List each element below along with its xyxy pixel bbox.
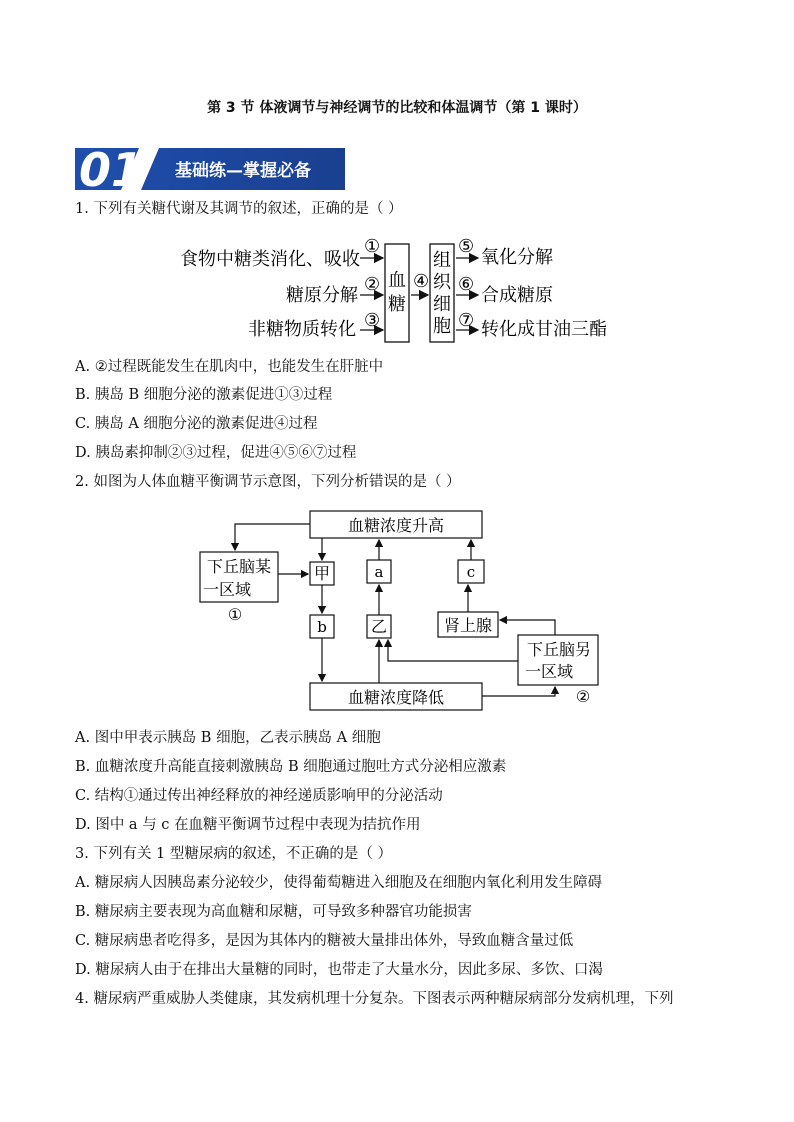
q1-source-2: 糖原分解: [286, 285, 358, 306]
q2-option-b: B. 血糖浓度升高能直接刺激胰岛 B 细胞通过胞吐方式分泌相应激素: [75, 759, 507, 775]
q1-option-c: C. 胰岛 A 细胞分泌的激素促进④过程: [75, 416, 318, 432]
q1-output-2: 合成糖原: [481, 285, 553, 306]
q2-c-label: c: [466, 563, 476, 581]
banner-number: 01: [79, 148, 144, 190]
q2-adrenal-label: 肾上腺: [443, 616, 493, 635]
q2-yi-label: 乙: [370, 617, 388, 636]
q1-stem: 1. 下列有关糖代谢及其调节的叙述，正确的是（ ）: [75, 201, 403, 217]
q1-option-b: B. 胰岛 B 细胞分泌的激素促进①③过程: [75, 387, 333, 403]
q1-mark-4: ④: [413, 271, 430, 292]
q1-mark-3: ③: [364, 310, 381, 331]
q2-option-a: A. 图中甲表示胰岛 B 细胞，乙表示胰岛 A 细胞: [75, 730, 381, 746]
section-banner: [75, 148, 345, 190]
svg-text:细: 细: [433, 294, 451, 315]
q2-hypo2-line2: 一区域: [524, 662, 574, 681]
page-title: 第 3 节 体液调节与神经调节的比较和体温调节（第 1 课时）: [207, 100, 587, 116]
q1-mark-1: ①: [364, 236, 381, 257]
q2-b-label: b: [317, 618, 327, 636]
q1-blood-char-2: 糖: [388, 294, 406, 315]
q3-option-b: B. 糖尿病主要表现为高血糖和尿糖，可导致多种器官功能损害: [75, 904, 472, 920]
q1-output-3: 转化成甘油三酯: [481, 319, 607, 340]
q2-hypo1-line2: 一区域: [202, 580, 252, 599]
q1-source-3: 非糖物质转化: [248, 319, 356, 340]
q2-jia-label: 甲: [313, 564, 331, 583]
q1-mark-7: ⑦: [458, 310, 475, 331]
q2-diagram: [195, 505, 605, 713]
q3-stem: 3. 下列有关 1 型糖尿病的叙述，不正确的是（ ）: [75, 846, 392, 862]
q2-top-box-label: 血糖浓度升高: [347, 516, 445, 535]
q2-hypo1-line1: 下丘脑某: [206, 557, 272, 576]
q1-blood-char-1: 血: [388, 270, 406, 291]
q3-option-a: A. 糖尿病人因胰岛素分泌较少，使得葡萄糖进入细胞及在细胞内氧化利用发生障碍: [75, 875, 603, 891]
q2-hypo2-line1: 下丘脑另: [526, 640, 592, 659]
q2-a-label: a: [374, 563, 384, 581]
q2-bottom-box-label: 血糖浓度降低: [347, 688, 445, 707]
svg-text:组: 组: [433, 250, 451, 271]
q1-option-d: D. 胰岛素抑制②③过程，促进④⑤⑥⑦过程: [75, 445, 357, 461]
q2-hypo1-mark: ①: [227, 605, 243, 624]
banner-label: 基础练—掌握必备: [175, 161, 311, 181]
q1-mark-5: ⑤: [458, 236, 475, 257]
q2-option-d: D. 图中 a 与 c 在血糖平衡调节过程中表现为拮抗作用: [75, 817, 421, 833]
q1-source-1: 食物中糖类消化、吸收: [180, 249, 360, 270]
q3-option-c: C. 糖尿病患者吃得多，是因为其体内的糖被大量排出体外，导致血糖含量过低: [75, 933, 574, 949]
svg-text:胞: 胞: [433, 316, 451, 337]
q1-blood-box: [385, 244, 409, 342]
q4-stem: 4. 糖尿病严重威胁人类健康，其发病机理十分复杂。下图表示两种糖尿病部分发病机理，下列: [75, 991, 674, 1007]
q2-option-c: C. 结构①通过传出神经释放的神经递质影响甲的分泌活动: [75, 788, 443, 804]
q1-mark-2: ②: [364, 274, 381, 295]
q1-option-a: A. ②过程既能发生在肌肉中，也能发生在肝脏中: [75, 359, 384, 375]
q2-stem: 2. 如图为人体血糖平衡调节示意图，下列分析错误的是（ ）: [75, 474, 461, 490]
q1-output-1: 氧化分解: [481, 247, 553, 268]
q3-option-d: D. 糖尿病人由于在排出大量糖的同时，也带走了大量水分，因此多尿、多饮、口渴: [75, 962, 603, 978]
q2-hypo2-mark: ②: [575, 687, 591, 706]
svg-text:织: 织: [433, 272, 451, 293]
q1-mark-6: ⑥: [458, 274, 475, 295]
q1-diagram: [170, 230, 630, 348]
